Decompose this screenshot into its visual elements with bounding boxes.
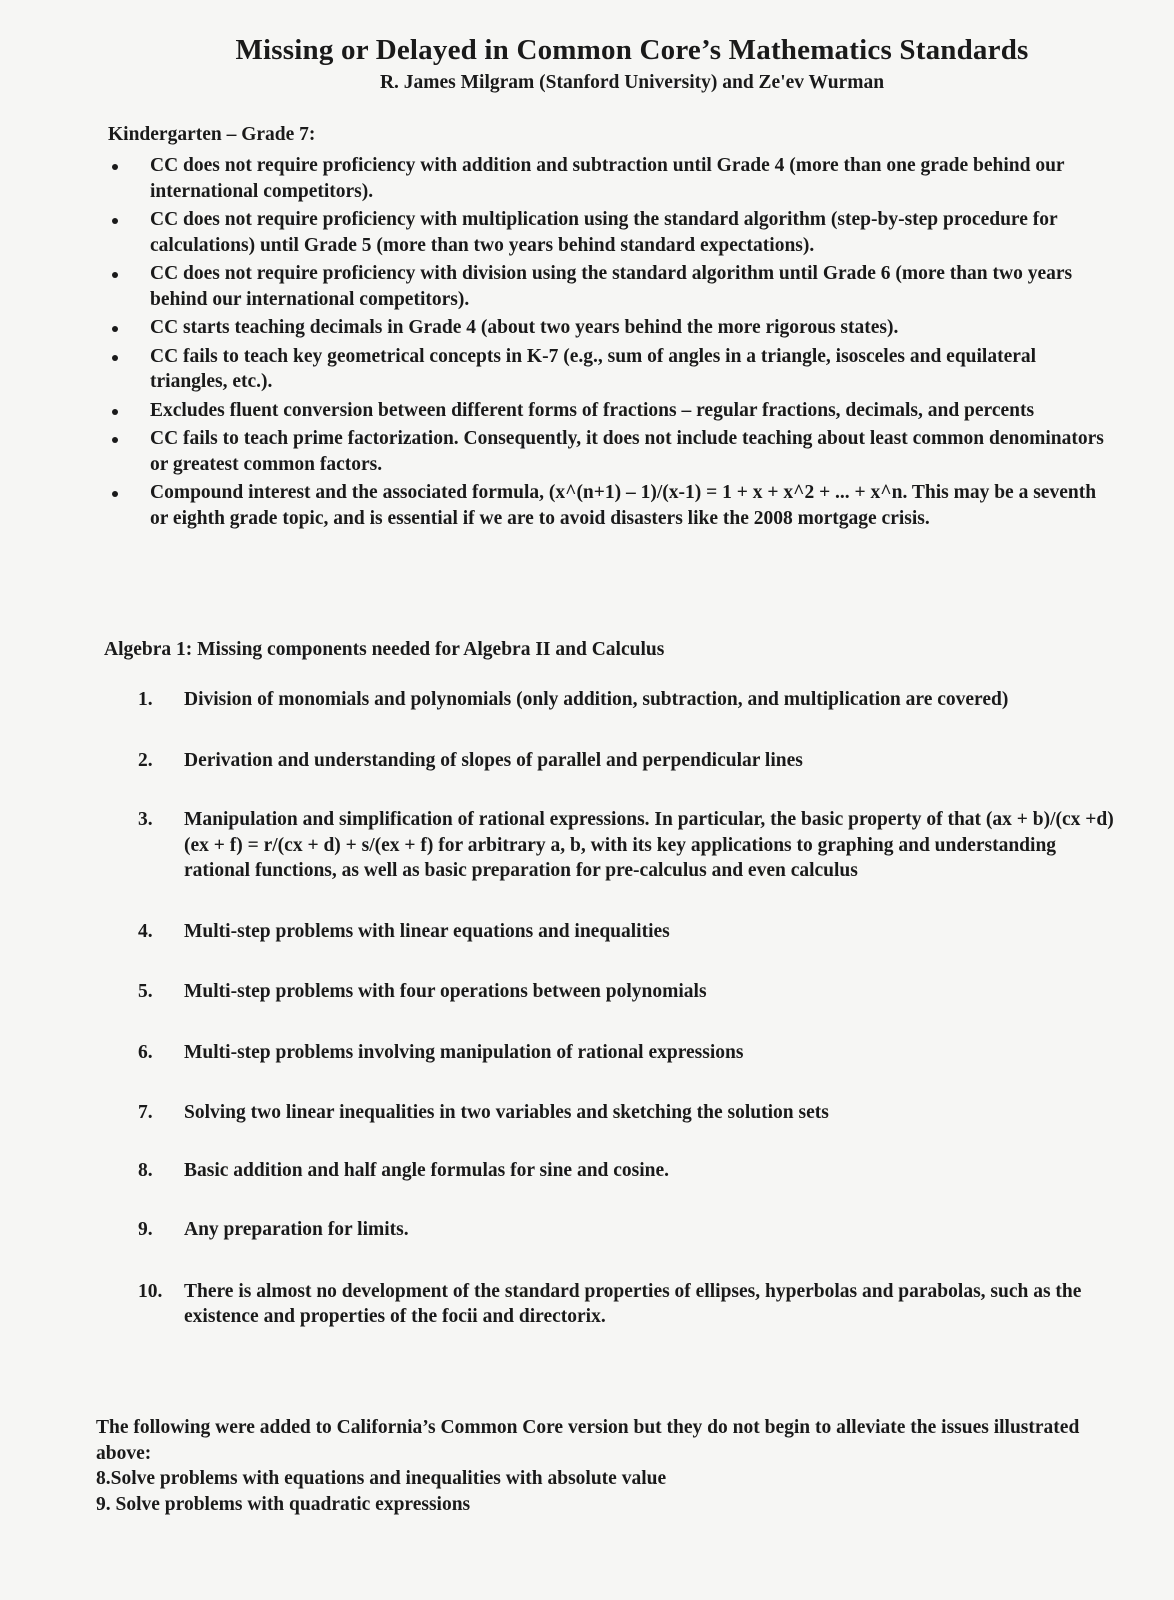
list-item-text: CC does not require proficiency with multiplication using the standard algorithm (step-by-step procedure for calculations) until Grade 5 (more than two years behind standard expectations). [150,209,1058,256]
list-item [138,979,1118,1005]
document-authors: R. James Milgram (Stanford University) and Ze'ev Wurman [379,72,885,93]
k7-bullet-list [108,153,1118,534]
list-item-text: Division of monomials and polynomials (only addition, subtraction, and multiplication are covered) [184,689,1009,710]
list-item-text: There is almost no development of the standard properties of ellipses, hyperbolas and parabolas, such as the existence and properties of the focii and directorix. [184,1280,1082,1327]
list-item-text: Any preparation for limits. [184,1219,409,1240]
list-item-number: 6. [138,1041,153,1063]
list-item-number: 10. [138,1280,163,1302]
list-item-text: CC does not require proficiency with division using the standard algorithm until Grade 6 (more than two years behind our international competitors). [150,263,1073,310]
list-item [108,207,1118,258]
bullet-icon [112,409,118,415]
bullet-icon [112,355,118,361]
list-item [108,261,1118,312]
list-item [138,748,1118,774]
list-item-text: Multi-step problems involving manipulation of rational expressions [184,1041,744,1063]
list-item [108,426,1118,477]
document-title: Missing or Delayed in Common Core’s Mathematics Standards [235,34,1029,66]
bullet-icon [112,272,118,278]
list-item-text: Basic addition and half angle formulas for sine and cosine. [184,1159,670,1181]
bullet-icon [112,326,118,332]
list-item [138,1217,1118,1243]
section-heading-k7: Kindergarten – Grade 7: [108,124,316,145]
list-item-text: CC fails to teach prime factorization. Consequently, it does not include teaching about least common denominators or greatest common factors. [150,428,1104,475]
list-item-text: CC fails to teach key geometrical concepts in K-7 (e.g., sum of angles in a triangle, isosceles and equilateral triangles, etc.). [150,345,1037,392]
list-item-number: 2. [138,749,153,771]
list-item-text: Compound interest and the associated formula, (x^(n+1) – 1)/(x-1) = 1 + x + x^2 + ... + x^n. This may be a seventh or eighth grade topic, and is essential if we are to avoid disasters like the 2008 mortgage crisis. [150,482,1097,529]
list-item-number: 1. [138,689,153,710]
list-item-text: CC starts teaching decimals in Grade 4 (about two years behind the more rigorous states). [150,317,899,338]
list-item-text: Derivation and understanding of slopes of parallel and perpendicular lines [184,749,803,771]
list-item-text: Manipulation and simplification of rational expressions. In particular, the basic property of that (ax + b)/(cx +d)(ex + f) = r/(cx + d) + s/(ex + f) for arbitrary a, b, with its key applications to graphing and understanding rational functions, as well as basic preparation for pre-calculus and even calculus [184,809,1114,881]
list-item [108,480,1118,531]
list-item [108,344,1118,395]
list-item [108,153,1118,204]
footer-intro: The following were added to California’s Common Core version but they do not begin to alleviate the issues illustrated above: [96,1417,1080,1464]
list-item [138,919,1118,945]
list-item-number: 7. [138,1102,153,1123]
list-item-number: 3. [138,809,153,830]
list-item [108,315,1118,341]
list-item-number: 5. [138,981,153,1002]
bullet-icon [112,164,118,170]
section-heading-algebra: Algebra 1: Missing components needed for Algebra II and Calculus [104,639,665,660]
list-item [108,398,1118,424]
list-item [138,807,1118,884]
list-item-text: Excludes fluent conversion between different forms of fractions – regular fractions, decimals, and percents [150,399,1035,421]
list-item [138,1158,1118,1184]
list-item [138,1040,1118,1066]
list-item-number: 9. [138,1219,153,1240]
list-item-text: Solving two linear inequalities in two variables and sketching the solution sets [184,1102,829,1123]
footer-line-2: 9. Solve problems with quadratic expressions [96,1493,471,1515]
list-item [138,1279,1118,1330]
algebra-numbered-list [138,687,1118,1330]
footer-note [96,1415,1126,1517]
bullet-icon [112,218,118,224]
list-item [138,1100,1118,1126]
list-item-number: 8. [138,1159,153,1181]
list-item-text: Multi-step problems with linear equations and inequalities [184,920,670,942]
bullet-icon [112,491,118,497]
list-item-text: Multi-step problems with four operations between polynomials [184,981,707,1002]
list-item-number: 4. [138,920,153,942]
footer-line-1: 8.Solve problems with equations and inequalities with absolute value [96,1468,667,1489]
list-item-text: CC does not require proficiency with addition and subtraction until Grade 4 (more than one grade behind our international competitors). [150,155,1065,202]
list-item [138,687,1118,713]
bullet-icon [112,437,118,443]
